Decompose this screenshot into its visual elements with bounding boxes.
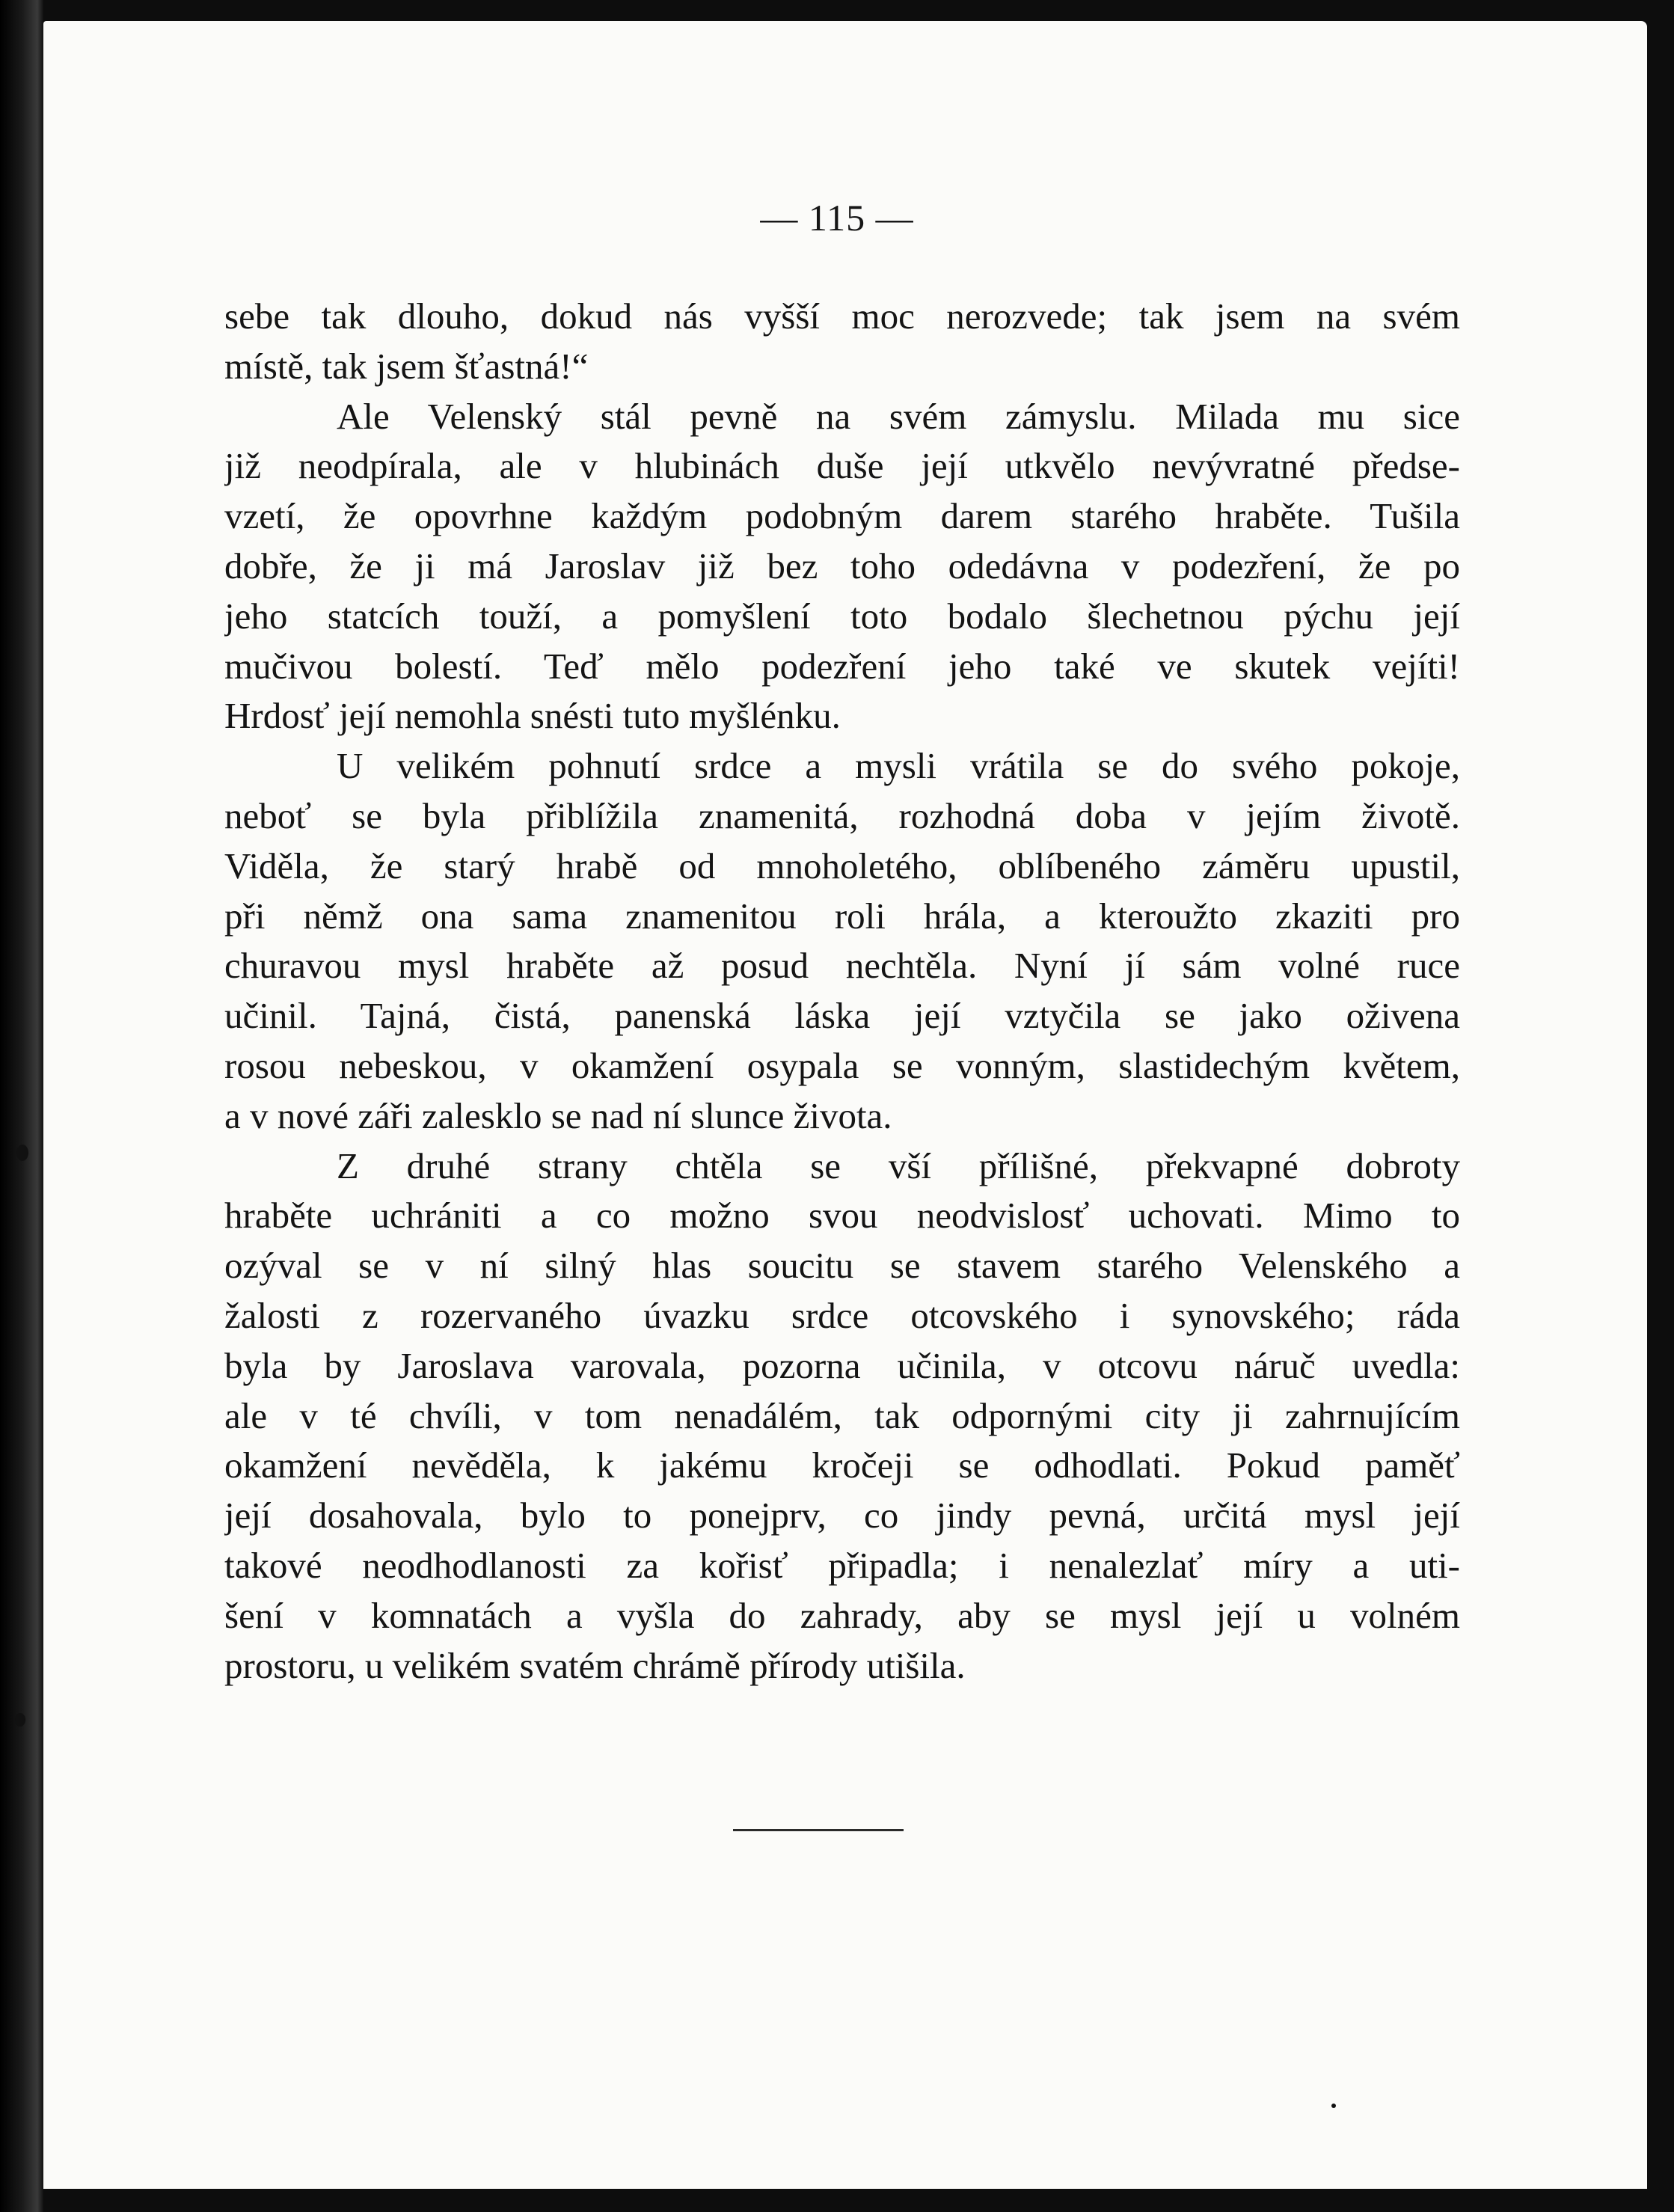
text-line: žalosti z rozervaného úvazku srdce otcovského i synovského; ráda: [224, 1294, 1460, 1336]
text-line: Z druhé strany chtěla se vší přílišné, překvapné dobroty: [337, 1145, 1460, 1186]
body-text: [224, 292, 1460, 1691]
text-line: učinil. Tajná, čistá, panenská láska její vztyčila se jako oživena: [224, 995, 1460, 1037]
text-line: jeho statcích touží, a pomyšlení toto bodalo šlechetnou pýchu její: [224, 595, 1460, 637]
ink-speck: [16, 1145, 28, 1161]
text-line: mučivou bolestí. Teď mělo podezření jeho také ve skutek vejíti!: [224, 645, 1460, 687]
text-line: churavou mysl hraběte až posud nechtěla. Nyní jí sám volné ruce: [224, 945, 1460, 987]
text-line: prostoru, u velikém svatém chrámě přírody utišila.: [224, 1644, 966, 1686]
text-line: ale v té chvíli, v tom nenadálém, tak odpornými city ji zahrnujícím: [224, 1394, 1460, 1436]
text-line: byla by Jaroslava varovala, pozorna učinila, v otcovu náruč uvedla:: [224, 1344, 1460, 1386]
text-line: a v nové záři zalesklo se nad ní slunce života.: [224, 1094, 892, 1136]
book-binding-edge: [0, 0, 43, 2212]
text-line: místě, tak jsem šťastná!“: [224, 345, 589, 387]
text-line: vzetí, že opovrhne každým podobným darem starého hraběte. Tušila: [224, 495, 1460, 537]
text-line: Viděla, že starý hrabě od mnoholetého, oblíbeného záměru upustil,: [224, 845, 1460, 886]
text-line: rosou nebeskou, v okamžení osypala se vonným, slastidechým květem,: [224, 1044, 1460, 1086]
text-line: Ale Velenský stál pevně na svém zámyslu. Milada mu sice: [337, 395, 1460, 437]
text-line: Hrdosť její nemohla snésti tuto myšlénku.: [224, 695, 841, 737]
text-line: U velikém pohnutí srdce a mysli vrátila se do svého pokoje,: [337, 745, 1460, 787]
text-line: takové neodhodlanosti za kořisť připadla; i nenalezlať míry a uti-: [224, 1544, 1460, 1586]
text-line: neboť se byla přiblížila znamenitá, rozhodná doba v jejím životě.: [224, 794, 1460, 836]
text-line: již neodpírala, ale v hlubinách duše její utkvělo nevývratné předse-: [224, 445, 1460, 487]
text-line: dobře, že ji má Jaroslav již bez toho odedávna v podezření, že po: [224, 545, 1460, 586]
text-line: ozýval se v ní silný hlas soucitu se stavem starého Velenského a: [224, 1245, 1460, 1287]
ink-speck: [15, 1713, 25, 1727]
page-number: — 115 —: [760, 197, 914, 239]
text-line: hraběte uchrániti a co možno svou neodvislosť uchovati. Mimo to: [224, 1195, 1460, 1237]
ink-speck: [1331, 2104, 1336, 2108]
text-line: sebe tak dlouho, dokud nás vyšší moc nerozvede; tak jsem na svém: [224, 295, 1460, 337]
text-line: její dosahovala, bylo to ponejprv, co jindy pevná, určitá mysl její: [224, 1495, 1460, 1537]
text-line: šení v komnatách a vyšla do zahrady, aby se mysl její u volném: [224, 1594, 1460, 1636]
text-line: okamžení nevěděla, k jakému kročeji se odhodlati. Pokud paměť: [224, 1444, 1460, 1486]
end-rule: [733, 1829, 904, 1831]
text-line: při němž ona sama znamenitou roli hrála, a kteroužto zkaziti pro: [224, 895, 1460, 937]
